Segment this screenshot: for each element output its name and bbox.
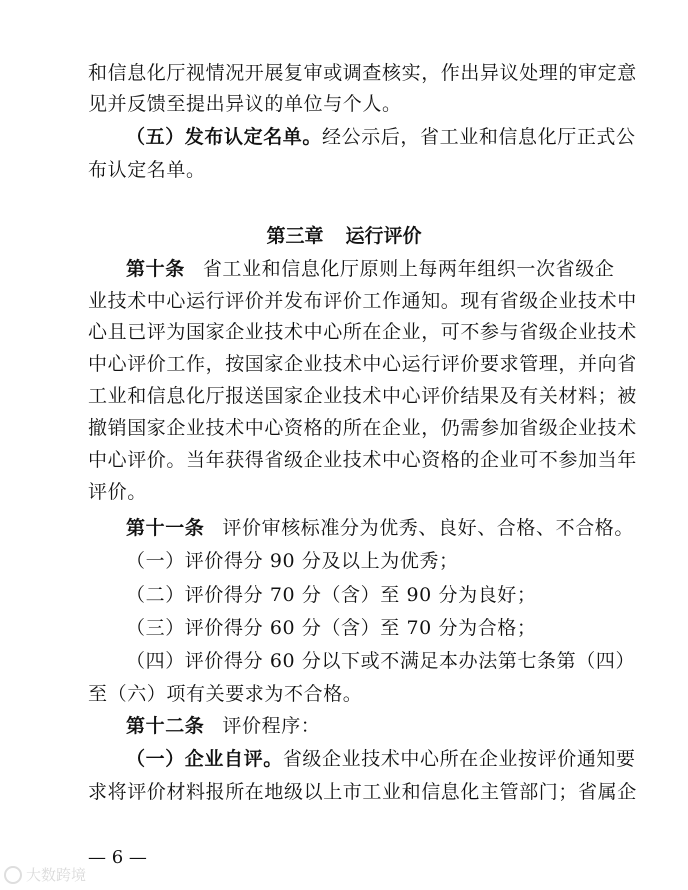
item-label: （一）企业自评。 [126,748,283,770]
page-number: — 6 — [88,847,147,868]
watermark [4,864,102,886]
chapter-title: 运行评价 [345,225,422,247]
chapter-heading [0,221,688,252]
text-line: 布认定名单。 [88,159,206,181]
list-item: （三）评价得分 60 分（含）至 70 分为合格； [126,617,537,639]
article-label: 第十条 [126,258,185,280]
text-fragment: 评价程序： [222,715,321,737]
text-line [126,711,608,742]
text-line: 业技术中心运行评价并发布评价工作通知。现有省级企业技术中 [88,290,637,312]
text-line: 中心评价。当年获得省级企业技术中心资格的企业可不参加当年 [88,449,637,471]
article-label: 第十二条 [126,715,205,737]
text-line: 中心评价工作，按国家企业技术中心运行评价要求管理，并向省 [88,353,637,375]
text-fragment: 评价审核标准分为优秀、良好、合格、不合格。 [222,517,635,539]
text-line: 至（六）项有关要求为不合格。 [88,683,363,705]
text-line [126,513,635,544]
list-item: （二）评价得分 70 分（含）至 90 分为良好； [126,584,537,606]
watermark-logo-icon [4,866,22,884]
chapter-number: 第三章 [266,225,324,247]
text-line: 评价。 [88,481,147,503]
text-line: 和信息化厅视情况开展复审或调查核实，作出异议处理的审定意 [88,62,637,84]
text-line [126,254,615,285]
text-line: 求将评价材料报所在地级以上市工业和信息化主管部门；省属企 [88,781,637,803]
article-label: 第十一条 [126,517,205,539]
text-line: 见并反馈至提出异议的单位与个人。 [88,93,402,115]
text-line [126,744,636,775]
list-item: （一）评价得分 90 分及以上为优秀； [126,550,459,572]
item-label: （五）发布认定名单。 [126,126,323,148]
text-line: 撤销国家企业技术中心资格的所在企业，仍需参加省级企业技术 [88,417,637,439]
text-fragment: 经公示后，省工业和信息化厅正式公 [322,126,636,148]
text-line: 工业和信息化厅报送国家企业技术中心评价结果及有关材料；被 [88,385,637,407]
text-line [126,122,636,153]
list-item: （四）评价得分 60 分以下或不满足本办法第七条第（四） [126,650,636,672]
text-fragment: 省级企业技术中心所在企业按评价通知要 [282,748,636,770]
text-line: 心且已评为国家企业技术中心所在企业，可不参与省级企业技术 [88,321,637,343]
text-fragment: 省工业和信息化厅原则上每两年组织一次省级企 [202,258,615,280]
watermark-text: 大数跨境 [26,866,87,884]
